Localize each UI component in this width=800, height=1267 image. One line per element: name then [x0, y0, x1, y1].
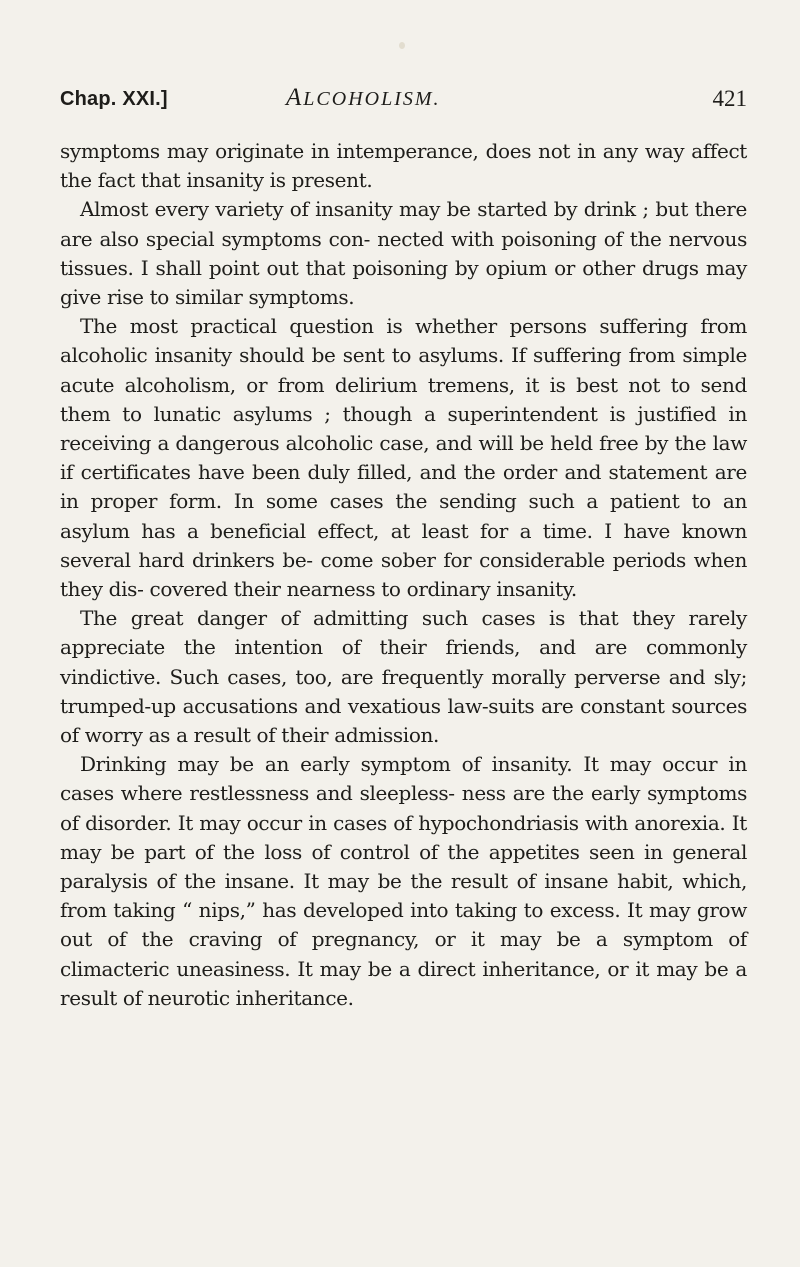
page-number: 421 [712, 86, 747, 111]
paragraph-5: Drinking may be an early symptom of insanity. It may occur in cases where restlessness and sleepless- ness are the early symptoms of disorder. It may occur in cases of hypochondriasis with anorexia. It may be part of the loss of control of the appetites seen in general paralysis of the insane. It may be the result of insane habit, which, from taking “ nips,” has developed into taking to excess. It may grow out of the craving of pregnancy, or it may be a symptom of climacteric uneasiness. It may be a direct inheritance, or it may be a result of neurotic inheritance. [60, 752, 747, 1010]
chapter-label: Chap. XXI.] [60, 88, 168, 110]
running-title [286, 84, 441, 112]
running-title-rest: LCOHOLISM. [303, 88, 441, 110]
paper-spot [399, 42, 405, 49]
running-header [60, 84, 747, 116]
paragraph-4: The great danger of admitting such cases is that they rarely appreciate the intention of their friends, and are commonly vindictive. Such cases, too, are frequently morally perverse and sly; trumped-up accusations and vexatious law-suits are constant sources of worry as a result of their admission. [60, 606, 747, 748]
paragraph-1: symptoms may originate in intemperance, does not in any way affect the fact that insanity is present. [60, 139, 747, 193]
running-title-initial: A [286, 84, 304, 111]
body-text [60, 137, 747, 1013]
paragraph-2: Almost every variety of insanity may be started by drink ; but there are also special symptoms con- nected with poisoning of the nervous tissues. I shall point out that poisoning by opium or other drugs may give rise to similar symptoms. [60, 197, 747, 310]
paragraph-3: The most practical question is whether persons suffering from alcoholic insanity should be sent to asylums. If suffering from simple acute alcoholism, or from delirium tremens, it is best not to send them to lunatic asylums ; though a superintendent is justified in receiving a dangerous alcoholic case, and will be held free by the law if certificates have been duly filled, and the order and statement are in proper form. In some cases the sending such a patient to an asylum has a beneficial effect, at least for a time. I have known several hard drinkers be- come sober for considerable periods when they dis- covered their nearness to ordinary insanity. [60, 314, 747, 602]
